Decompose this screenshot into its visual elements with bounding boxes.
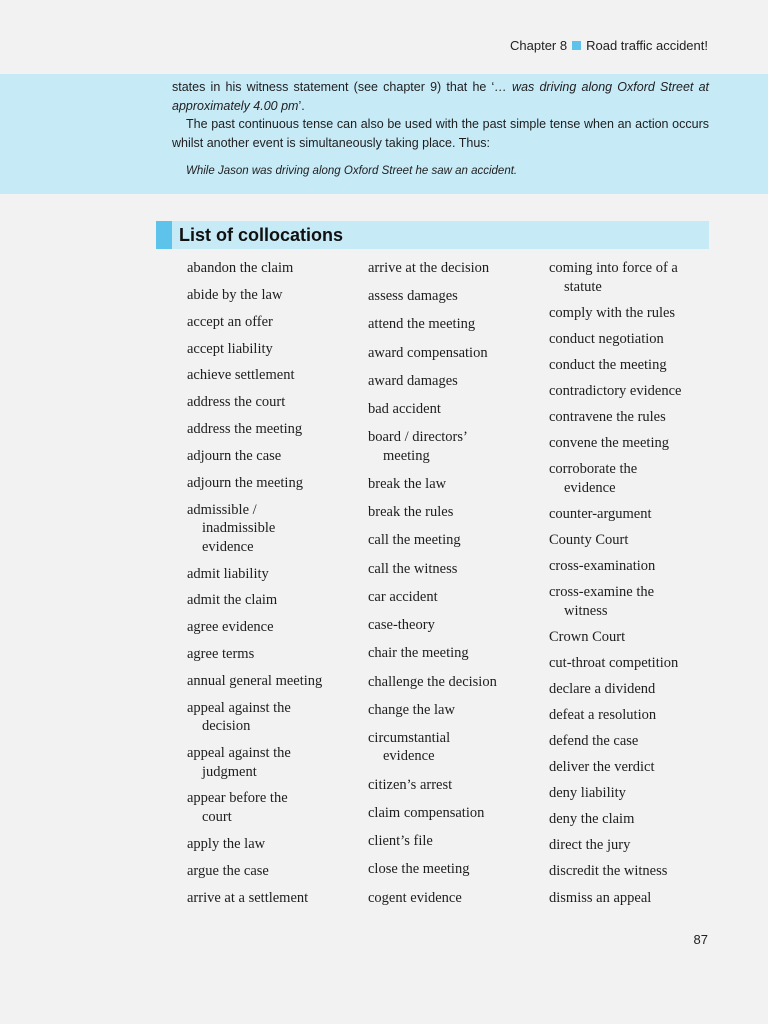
collocation-line: deny liability — [549, 785, 626, 802]
collocation-entry — [549, 836, 727, 855]
collocation-line: break the law — [368, 476, 447, 492]
collocation-entry — [549, 758, 727, 777]
collocation-entry — [549, 557, 727, 576]
collocation-line: appeal against the — [187, 699, 291, 716]
collocation-entry — [368, 860, 546, 879]
chapter-title: Road traffic accident! — [586, 38, 708, 53]
collocation-line: cut-throat competition — [549, 654, 679, 671]
collocation-line: case-theory — [368, 617, 435, 634]
collocation-line: cross-examine the — [549, 584, 655, 600]
collocation-line: convene the meeting — [549, 435, 669, 452]
collocation-entry — [368, 832, 546, 851]
collocation-line: decision — [202, 718, 251, 735]
note-quote: … was driving along Oxford Street at approximately 4.00 pm — [172, 80, 709, 113]
collocation-entry — [187, 789, 365, 826]
collocation-entry — [368, 776, 546, 795]
collocation-line: evidence — [564, 479, 616, 496]
collocation-line: achieve settlement — [187, 367, 295, 384]
collocation-entry — [187, 286, 365, 305]
running-head — [510, 38, 708, 53]
collocation-line: conduct the meeting — [549, 356, 667, 373]
collocation-entry — [368, 259, 546, 278]
collocation-line: corroborate the — [549, 461, 638, 478]
collocation-line: circumstantial — [368, 729, 451, 746]
collocation-line: award damages — [368, 372, 458, 389]
collocation-line: car accident — [368, 588, 438, 605]
chapter-label: Chapter 8 — [510, 38, 568, 53]
collocation-entry — [549, 330, 727, 349]
collocation-entry — [368, 287, 546, 306]
collocation-line: award compensation — [368, 344, 488, 361]
collocation-entry — [187, 313, 365, 332]
note-paragraph-2: The past continuous tense can also be used with the past simple tense when an action occurs whilst another event is simultaneously taking place. Thus: — [172, 117, 709, 150]
collocation-line: call the meeting — [368, 532, 461, 549]
collocation-line: comply with the rules — [549, 304, 676, 321]
collocation-line: defend the case — [549, 732, 639, 749]
collocation-entry — [368, 428, 546, 465]
collocation-entry — [187, 474, 365, 493]
collocation-line: change the law — [368, 701, 455, 718]
collocation-line: defeat a resolution — [549, 706, 657, 723]
collocation-line: County Court — [549, 531, 629, 548]
collocation-entry — [549, 889, 727, 908]
collocation-entry — [368, 644, 546, 663]
collocation-line: close the meeting — [368, 861, 470, 878]
collocation-line: admissible / — [187, 501, 257, 518]
collocation-entry — [368, 673, 546, 692]
collocation-entry — [549, 706, 727, 725]
collocation-line: chair the meeting — [368, 645, 469, 662]
section-heading — [156, 221, 709, 249]
collocation-line: annual general meeting — [187, 672, 323, 689]
collocation-line: address the meeting — [187, 421, 303, 438]
collocation-entry — [549, 732, 727, 751]
collocation-line: argue the case — [187, 862, 269, 879]
collocation-entry — [368, 701, 546, 720]
square-bullet-icon — [572, 41, 581, 50]
collocation-entry — [549, 408, 727, 427]
collocation-entry — [368, 372, 546, 391]
note-text: states in his witness statement (see chapter 9) that he ‘ — [172, 80, 495, 94]
collocation-entry — [549, 356, 727, 375]
collocation-line: admit liability — [187, 565, 269, 582]
collocation-line: judgment — [202, 763, 257, 780]
collocation-line: citizen’s arrest — [368, 776, 453, 793]
collocation-line: arrive at the decision — [368, 260, 490, 276]
collocation-line: admit the claim — [187, 592, 278, 609]
grammar-note-box — [0, 74, 768, 194]
collocation-entry — [187, 862, 365, 881]
collocation-line: evidence — [202, 538, 254, 555]
collocation-line: break the rules — [368, 504, 454, 521]
note-quote-end: ’. — [298, 98, 305, 113]
collocation-entry — [187, 618, 365, 637]
collocation-line: accept an offer — [187, 313, 273, 330]
collocation-line: coming into force of a — [549, 260, 678, 276]
collocation-line: cogent evidence — [368, 889, 462, 906]
collocation-entry — [368, 889, 546, 908]
collocation-line: witness — [564, 602, 608, 619]
collocation-entry — [549, 531, 727, 550]
collocation-line: statute — [564, 278, 602, 295]
collocation-entry — [187, 447, 365, 466]
collocation-entry — [187, 340, 365, 359]
collocation-entry — [368, 344, 546, 363]
collocation-line: contradictory evidence — [549, 382, 682, 399]
collocation-line: declare a dividend — [549, 680, 656, 697]
collocation-line: agree evidence — [187, 619, 274, 636]
section-title: List of collocations — [179, 224, 344, 245]
collocation-entry — [187, 889, 365, 908]
collocation-entry — [187, 744, 365, 781]
collocation-line: attend the meeting — [368, 316, 476, 333]
collocation-line: evidence — [383, 748, 435, 765]
collocation-entry — [549, 583, 727, 620]
collocation-line: board / directors’ — [368, 429, 468, 446]
collocation-entry — [187, 672, 365, 691]
collocation-entry — [187, 835, 365, 854]
collocation-line: direct the jury — [549, 837, 631, 854]
collocation-entry — [549, 304, 727, 323]
collocation-entry — [549, 628, 727, 647]
section-accent-bar — [156, 221, 172, 249]
page-number: 87 — [693, 932, 708, 947]
collocation-entry — [368, 729, 546, 766]
collocation-entry — [549, 784, 727, 803]
collocation-line: appeal against the — [187, 745, 291, 762]
collocation-line: adjourn the case — [187, 447, 282, 464]
collocation-line: claim compensation — [368, 804, 485, 821]
collocation-line: agree terms — [187, 646, 255, 663]
collocation-line: discredit the witness — [549, 863, 668, 880]
collocation-entry — [187, 366, 365, 385]
collocation-line: conduct negotiation — [549, 330, 664, 347]
collocation-line: cross-examination — [549, 557, 656, 574]
collocation-entry — [368, 503, 546, 522]
collocation-line: arrive at a settlement — [187, 889, 309, 906]
collocation-entry — [549, 505, 727, 524]
collocation-line: adjourn the meeting — [187, 474, 303, 491]
collocation-entry — [187, 645, 365, 664]
collocation-entry — [549, 862, 727, 881]
collocation-line: deny the claim — [549, 811, 635, 828]
collocation-entry — [187, 699, 365, 736]
collocation-entry — [187, 501, 365, 557]
collocation-entry — [368, 475, 546, 494]
collocation-entry — [368, 531, 546, 550]
collocation-line: court — [202, 808, 232, 825]
collocation-line: meeting — [383, 447, 430, 464]
collocation-entry — [368, 616, 546, 635]
note-paragraph-1 — [172, 78, 709, 115]
collocation-line: abide by the law — [187, 286, 283, 303]
collocation-line: inadmissible — [202, 520, 276, 537]
collocation-entry — [549, 810, 727, 829]
collocation-entry — [368, 560, 546, 579]
collocation-line: accept liability — [187, 340, 273, 357]
collocation-entry — [187, 565, 365, 584]
collocation-entry — [549, 382, 727, 401]
collocation-entry — [549, 460, 727, 497]
collocation-entry — [368, 400, 546, 419]
collocation-entry — [549, 654, 727, 673]
collocation-entry — [368, 315, 546, 334]
collocation-line: address the court — [187, 394, 286, 411]
collocation-line: bad accident — [368, 401, 441, 418]
collocation-line: counter-argument — [549, 505, 652, 522]
collocation-entry — [549, 434, 727, 453]
collocation-line: call the witness — [368, 560, 458, 577]
example-sentence: While Jason was driving along Oxford Street he saw an accident. — [186, 165, 518, 177]
collocation-entry — [368, 588, 546, 607]
collocation-entry — [187, 259, 365, 278]
collocation-line: deliver the verdict — [549, 759, 655, 776]
collocation-entry — [187, 393, 365, 412]
collocation-line: challenge the decision — [368, 673, 497, 690]
collocation-line: appear before the — [187, 790, 288, 807]
collocation-line: client’s file — [368, 833, 433, 850]
collocation-line: assess damages — [368, 288, 458, 305]
collocation-line: contravene the rules — [549, 408, 666, 425]
collocation-entry — [187, 420, 365, 439]
collocation-line: abandon the claim — [187, 260, 294, 276]
collocation-entry — [549, 259, 727, 296]
collocation-line: dismiss an appeal — [549, 889, 652, 906]
collocation-line: Crown Court — [549, 628, 626, 645]
collocation-entry — [549, 680, 727, 699]
collocation-line: apply the law — [187, 835, 266, 852]
collocation-entry — [368, 804, 546, 823]
collocation-entry — [187, 591, 365, 610]
